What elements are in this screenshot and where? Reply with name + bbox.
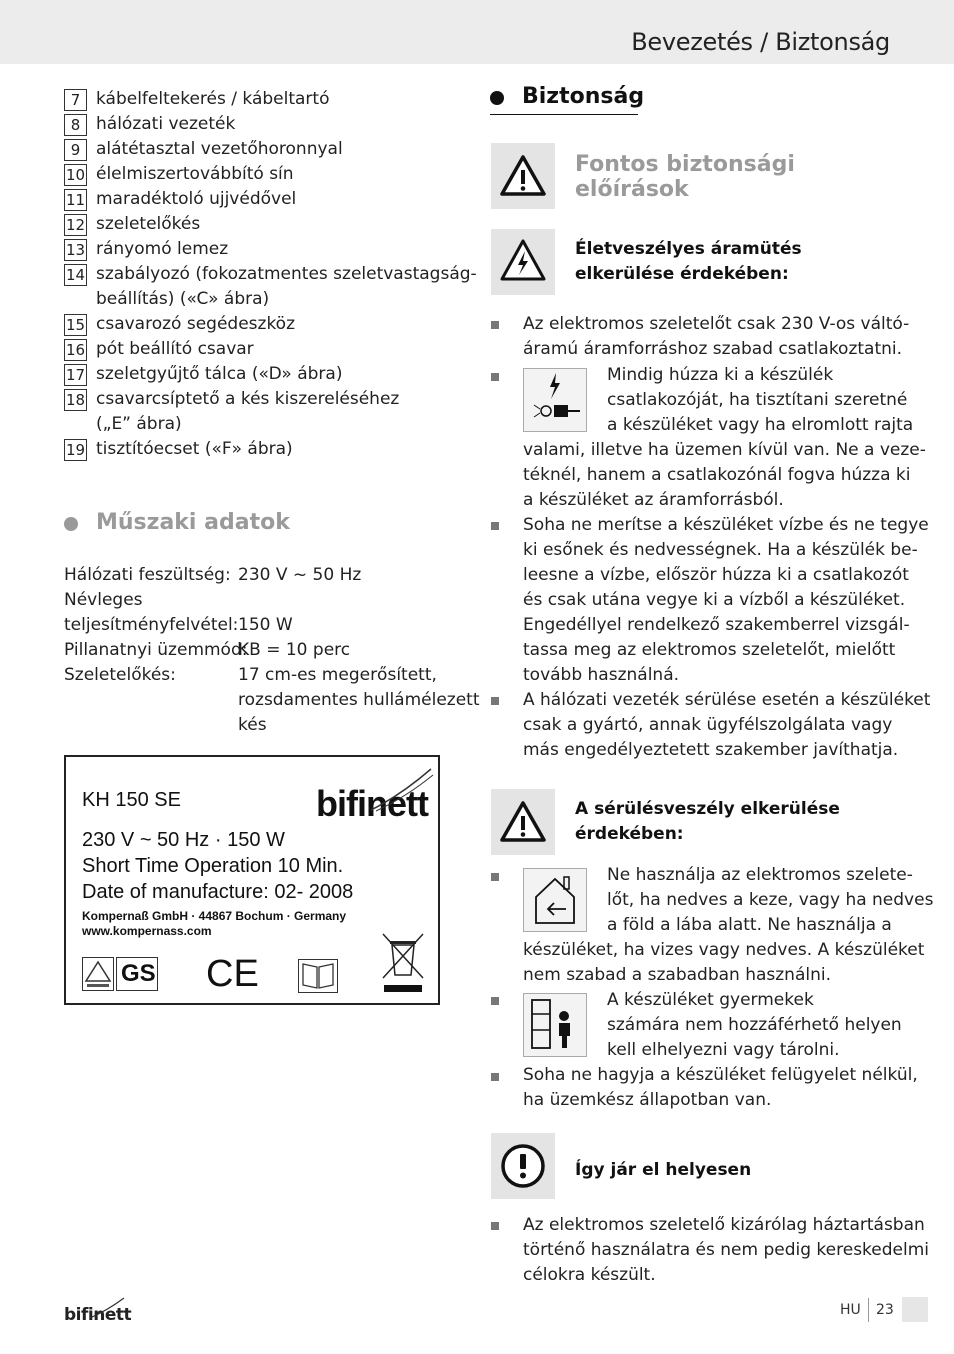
text-line: Mindig húzza ki a készülék [607,365,834,385]
correct-usage-heading: Így jár el helyesen [575,1160,752,1180]
text-line: Soha ne hagyja a készüléket felügyelet nélkül, [523,1065,918,1085]
text-line: lőt, ha nedves a keze, vagy ha nedves [607,890,934,910]
tech-value: KB = 10 perc [238,640,351,660]
footer-language: HU [840,1302,861,1318]
injury-icon-box [491,789,555,855]
footer-page-number: 23 [876,1302,894,1318]
important-safety-heading [575,152,795,202]
plate-company: Kompernaß GmbH · 44867 Bochum · Germany [82,909,347,923]
tech-label: Hálózati feszültség: [64,565,231,585]
tech-value: kés [238,715,267,735]
safety-item-1 [523,312,909,362]
gs-mark-text: GS [121,960,156,987]
plate-brand-logo: bifinett [316,783,428,824]
component-number: 11 [65,191,86,209]
component-label: alátétasztal vezetőhoronnyal [96,139,343,159]
notice-icon-box [491,1133,555,1199]
component-number: 7 [64,89,87,111]
text-line: a föld a lába alatt. Ne használja a [607,915,892,935]
component-label: hálózati vezeték [96,114,236,134]
text-line: Soha ne merítse a készüléket vízbe és ne tegye [523,515,929,535]
gs-mark [116,957,158,991]
component-number: 13 [65,241,86,259]
warning-triangle-icon [491,789,555,855]
text-line: A készüléket gyermekek [607,990,814,1010]
component-label: csavarcsíptető a kés kiszereléséhez [96,389,400,409]
manual-book-icon [298,959,338,993]
text-line: A hálózati vezeték sérülése esetén a készüléket [523,690,931,710]
text-line: ha üzemkész állapotban van. [523,1090,772,1110]
component-number: 18 [65,391,86,409]
text-line: nem szabad a szabadban használni. [523,965,831,985]
unplug-pictogram [523,368,587,432]
text-line: ki esőnek és nedvességnek. Ha a készülék be- [523,540,918,560]
component-label: csavarozó segédeszköz [96,314,296,334]
rating-plate [64,755,440,1005]
footer-tab [902,1297,928,1322]
text-line: tovább használná. [523,665,680,685]
text-line: Az elektromos szeletelő kizárólag háztartásban [523,1215,925,1235]
weee-bin-icon [380,931,426,995]
component-label: rányomó lemez [96,239,229,259]
list-bullet [491,997,499,1005]
footer-divider [868,1298,869,1322]
safety-item-3 [523,513,929,688]
safety-item-8 [523,1213,929,1288]
brand-swoosh-icon [366,765,436,815]
list-bullet [491,522,499,530]
safety-item-4 [523,688,930,763]
safety-section-title: Biztonság [522,84,645,109]
tech-value: 230 V ~ 50 Hz [238,565,362,585]
text-line: kell elhelyezni vagy tárolni. [607,1040,840,1060]
text-line: Ne használja az elektromos szelete- [607,865,913,885]
safety-item-7 [523,1063,918,1113]
plate-spec: 230 V ~ 50 Hz · 150 W [82,829,285,851]
text-line: történő használatra és nem pedig kereskedelmi [523,1240,929,1260]
safety-item-6-side [607,988,902,1063]
section-bullet [490,91,504,105]
text-line: készüléket, ha vizes vagy nedves. A készüléket [523,940,925,960]
ce-mark: CE [206,953,259,995]
component-number: 17 [65,366,86,384]
warning-triangle-icon [491,143,555,209]
component-number: 8 [64,114,87,136]
child-safety-pictogram [523,993,587,1057]
injury-heading [575,797,840,847]
shock-heading [575,237,802,287]
text-line: tassa meg az elektromos szeletelőt, mielőtt [523,640,896,660]
text-line: leesne a vízbe, először húzza ki a csatlakozót [523,565,909,585]
tuv-triangle-icon [82,957,114,991]
plug-spark-icon [524,369,586,431]
plate-model: KH 150 SE [82,789,181,811]
component-label: szabályozó (fokozatmentes szeletvastagság- [96,264,477,284]
heading-line: elkerülése érdekében: [575,264,789,284]
component-label: élelmiszertovábbító sín [96,164,294,184]
list-bullet [491,873,499,881]
plate-web: www.kompernass.com [82,924,212,938]
safety-item-5 [523,938,924,988]
component-number: 16 [65,341,86,359]
title-underline [490,114,638,115]
warning-icon-box [491,143,555,209]
list-bullet [491,1222,499,1230]
tech-label: Szeletelőkés: [64,665,176,685]
component-label: szeletgyűjtő tálca («D» ábra) [96,364,343,384]
component-number: 10 [65,166,86,184]
component-number: 19 [65,441,86,459]
footer-brand-logo: bifinett [64,1305,132,1325]
plate-date: Date of manufacture: 02- 2008 [82,881,354,903]
text-line: a készüléket vagy ha elromlott rajta [607,415,914,435]
heading-line: Életveszélyes áramütés [575,239,802,259]
house-icon [524,869,586,931]
page-title: Bevezetés / Biztonság [631,28,890,56]
component-label: kábelfeltekerés / kábeltartó [96,89,330,109]
tech-value: rozsdamentes hullámélezett [238,690,480,710]
heading-line: A sérülésveszély elkerülése [575,799,840,819]
component-number: 12 [65,216,86,234]
component-label: maradéktoló ujjvédővel [96,189,297,209]
plate-operation: Short Time Operation 10 Min. [82,855,344,877]
electric-shock-triangle-icon [491,229,555,295]
text-line: Az elektromos szeletelőt csak 230 V-os váltó- [523,314,910,334]
text-line: más engedélyeztetett szakember javíthatja. [523,740,899,760]
component-label: tisztítóecset («F» ábra) [96,439,293,459]
text-line: áramú áramforráshoz szabad csatlakoztatni. [523,339,903,359]
heading-line: Fontos biztonsági [575,152,795,177]
text-line: a készüléket az áramforrásból. [523,490,784,510]
child-icon [524,994,586,1056]
footer-swoosh-icon [88,1296,128,1320]
text-line: és csak utána vegye ki a vízből a készüléket. [523,590,906,610]
tech-value: 17 cm-es megerősített, [238,665,437,685]
list-bullet [491,321,499,329]
component-label: („E” ábra) [96,414,182,434]
exclamation-circle-icon [491,1133,555,1199]
section-bullet [64,517,78,531]
component-number: 9 [64,139,87,161]
safety-item-2-side [607,363,913,438]
safety-item-5-side [607,863,933,938]
component-number: 15 [65,316,86,334]
component-label: szeletelőkés [96,214,201,234]
component-label: pót beállító csavar [96,339,254,359]
heading-line: érdekében: [575,824,684,844]
text-line: csatlakozóját, ha tisztítani szeretné [607,390,908,410]
tech-value: 150 W [238,615,293,635]
tech-label: teljesítményfelvétel: [64,615,239,635]
component-label: beállítás) («C» ábra) [96,289,270,309]
list-bullet [491,697,499,705]
indoor-use-pictogram [523,868,587,932]
heading-line: előírások [575,177,689,202]
text-line: téknél, hanem a csatlakozónál fogva húzza ki [523,465,911,485]
tech-section-title: Műszaki adatok [96,510,290,535]
tech-label: Pillanatnyi üzemmód: [64,640,248,660]
text-line: csak a gyártó, annak ügyfélszolgálata vagy [523,715,893,735]
tech-label: Névleges [64,590,143,610]
text-line: célokra készült. [523,1265,656,1285]
list-bullet [491,1073,499,1081]
text-line: Engedéllyel rendelkező szakemberrel vizsgál- [523,615,910,635]
safety-item-2 [523,438,926,513]
component-number: 14 [65,266,86,284]
text-line: valami, illetve ha üzemen kívül van. Ne a veze- [523,440,926,460]
shock-icon-box [491,229,555,295]
text-line: számára nem hozzáférhető helyen [607,1015,902,1035]
list-bullet [491,373,499,381]
